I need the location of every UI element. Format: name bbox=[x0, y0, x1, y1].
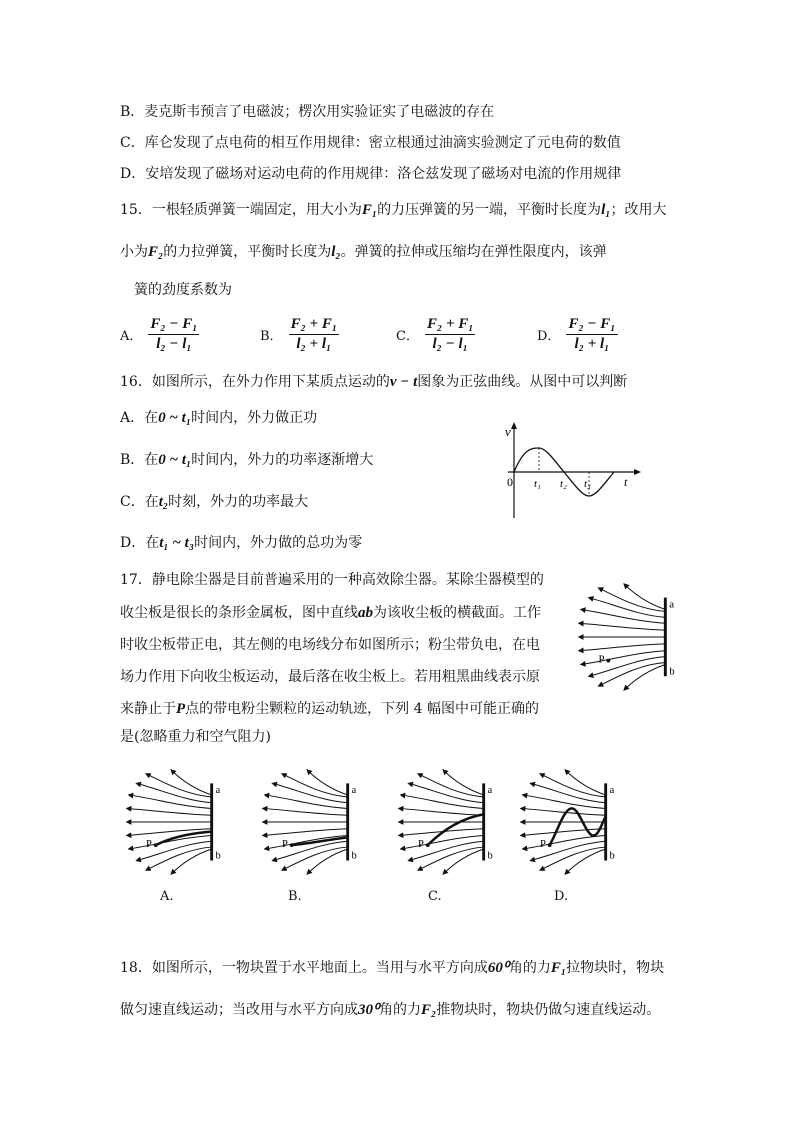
t1-label: t₁ bbox=[534, 478, 541, 490]
fraction: $\frac{\text{F₂ − F₁}}{\text{l₂ + l₁}}$ bbox=[568, 316, 616, 352]
caption-c: C. bbox=[428, 889, 442, 904]
q16-option-c: C．在t₂时刻，外力的功率最大 bbox=[120, 494, 309, 510]
q17-reference-figure bbox=[572, 580, 684, 692]
vt-graph bbox=[496, 420, 646, 520]
q16-option-a: A．在0 ~ t₁时间内，外力做正功 bbox=[120, 410, 318, 426]
q16-option-b: B．在0 ~ t₁时间内，外力的功率逐渐增大 bbox=[120, 452, 374, 468]
q15-option-c: C． $\frac{\text{F₂ + F₁}}{\text{l₂ − l₁}}$ bbox=[396, 316, 474, 352]
svg-text:P: P bbox=[418, 839, 424, 851]
q14-option-b: B．麦克斯韦预言了电磁波；楞次用实验证实了电磁波的存在 bbox=[120, 104, 495, 120]
svg-text:a: a bbox=[215, 785, 221, 797]
origin-label: 0 bbox=[507, 475, 513, 489]
q17-figure-b bbox=[256, 766, 366, 876]
t-axis-arrow bbox=[634, 469, 641, 475]
t2-label: t₂ bbox=[560, 478, 567, 490]
q15-option-d: D． $\frac{\text{F₂ − F₁}}{\text{l₂ + l₁}}$ bbox=[537, 316, 616, 352]
svg-text:b: b bbox=[351, 850, 357, 862]
q17-line4: 场力作用下向收尘板运动，最后落在收尘板上。若用粗黑曲线表示原 bbox=[120, 669, 540, 685]
q15-f1: F₁ bbox=[361, 202, 378, 218]
caption-a: A. bbox=[160, 889, 174, 904]
caption-d: D. bbox=[554, 889, 569, 904]
q15-l1: l₁ bbox=[601, 202, 611, 218]
q15-l2: l₂ bbox=[331, 244, 341, 260]
q17-line3: 时收尘板带正电，其左侧的电场线分布如图所示；粉尘带负电，在电 bbox=[120, 637, 540, 653]
plate-bottom-label: b bbox=[669, 665, 675, 678]
q18-line1: 18．如图所示，一物块置于水平地面上。当用与水平方向成60⁰角的力F₁拉物块时，物块 bbox=[120, 960, 665, 976]
q15-stem-line3: 簧的劲度系数为 bbox=[134, 282, 232, 298]
svg-text:b: b bbox=[609, 850, 615, 862]
svg-text:b: b bbox=[215, 850, 221, 862]
q17-line2: 收尘板是很长的条形金属板，图中直线ab为该收尘板的横截面。工作 bbox=[120, 605, 541, 621]
svg-text:P: P bbox=[540, 839, 546, 851]
trajectory-c bbox=[428, 814, 484, 845]
q15-option-a: A． $\frac{\text{F₂ − F₁}}{\text{l₂ − l₁}}$ bbox=[120, 316, 198, 352]
q17-line6: 是(忽略重力和空气阻力) bbox=[120, 729, 271, 745]
plate-top-label: a bbox=[669, 598, 675, 611]
q17-figure-d bbox=[514, 766, 624, 876]
q14-option-d: D．安培发现了磁场对运动电荷的作用规律：洛仑兹发现了磁场对电流的作用规律 bbox=[120, 166, 622, 182]
v-label: v bbox=[505, 424, 511, 439]
q15-stem-line1: 15．一根轻质弹簧一端固定，用大小为F₁的力压弹簧的另一端，平衡时长度为l₁；改用大 bbox=[120, 202, 667, 218]
trajectory-a bbox=[156, 832, 212, 846]
svg-text:a: a bbox=[487, 785, 493, 797]
q17-figure-a bbox=[120, 766, 230, 876]
q18-line2: 做匀速直线运动；当改用与水平方向成30⁰角的力F₂推物块时，物块仍做匀速直线运动。 bbox=[120, 1002, 661, 1018]
q16-stem: 16．如图所示，在外力作用下某质点运动的v − t图象为正弦曲线。从图中可以判断 bbox=[120, 374, 628, 390]
svg-text:a: a bbox=[351, 785, 357, 797]
t3-label: t₃ bbox=[584, 478, 591, 490]
trajectory-d bbox=[550, 808, 606, 845]
svg-text:P: P bbox=[282, 839, 288, 851]
q17-line5: 来静止于P点的带电粉尘颗粒的运动轨迹，下列 4 幅图中可能正确的 bbox=[120, 701, 539, 717]
point-p-label: P bbox=[598, 653, 605, 666]
svg-text:P: P bbox=[146, 839, 152, 851]
caption-b: B. bbox=[288, 889, 302, 904]
fraction: $\frac{\text{F₂ + F₁}}{\text{l₂ + l₁}}$ bbox=[290, 316, 338, 352]
q17-line1: 17．静电除尘器是目前普遍采用的一种高效除尘器。某除尘器模型的 bbox=[120, 572, 544, 588]
v-axis-arrow bbox=[511, 422, 517, 429]
q17-figure-c bbox=[392, 766, 502, 876]
fraction: $\frac{\text{F₂ − F₁}}{\text{l₂ − l₁}}$ bbox=[150, 316, 198, 352]
q14-option-c: C．库仑发现了点电荷的相互作用规律：密立根通过油滴实验测定了元电荷的数值 bbox=[120, 135, 621, 151]
fraction: $\frac{\text{F₂ + F₁}}{\text{l₂ − l₁}}$ bbox=[426, 316, 474, 352]
q16-option-d: D．在t₁ ~ t₃时间内，外力做的总功为零 bbox=[120, 535, 363, 551]
q15-stem-line2: 小为F₂的力拉弹簧，平衡时长度为l₂。弹簧的拉伸或压缩均在弹性限度内，该弹 bbox=[120, 244, 607, 260]
svg-text:b: b bbox=[487, 850, 493, 862]
q15-f2: F₂ bbox=[148, 244, 164, 260]
svg-text:a: a bbox=[609, 785, 615, 797]
t-label: t bbox=[624, 475, 628, 489]
q15-option-b: B． $\frac{\text{F₂ + F₁}}{\text{l₂ + l₁}}$ bbox=[260, 316, 338, 352]
